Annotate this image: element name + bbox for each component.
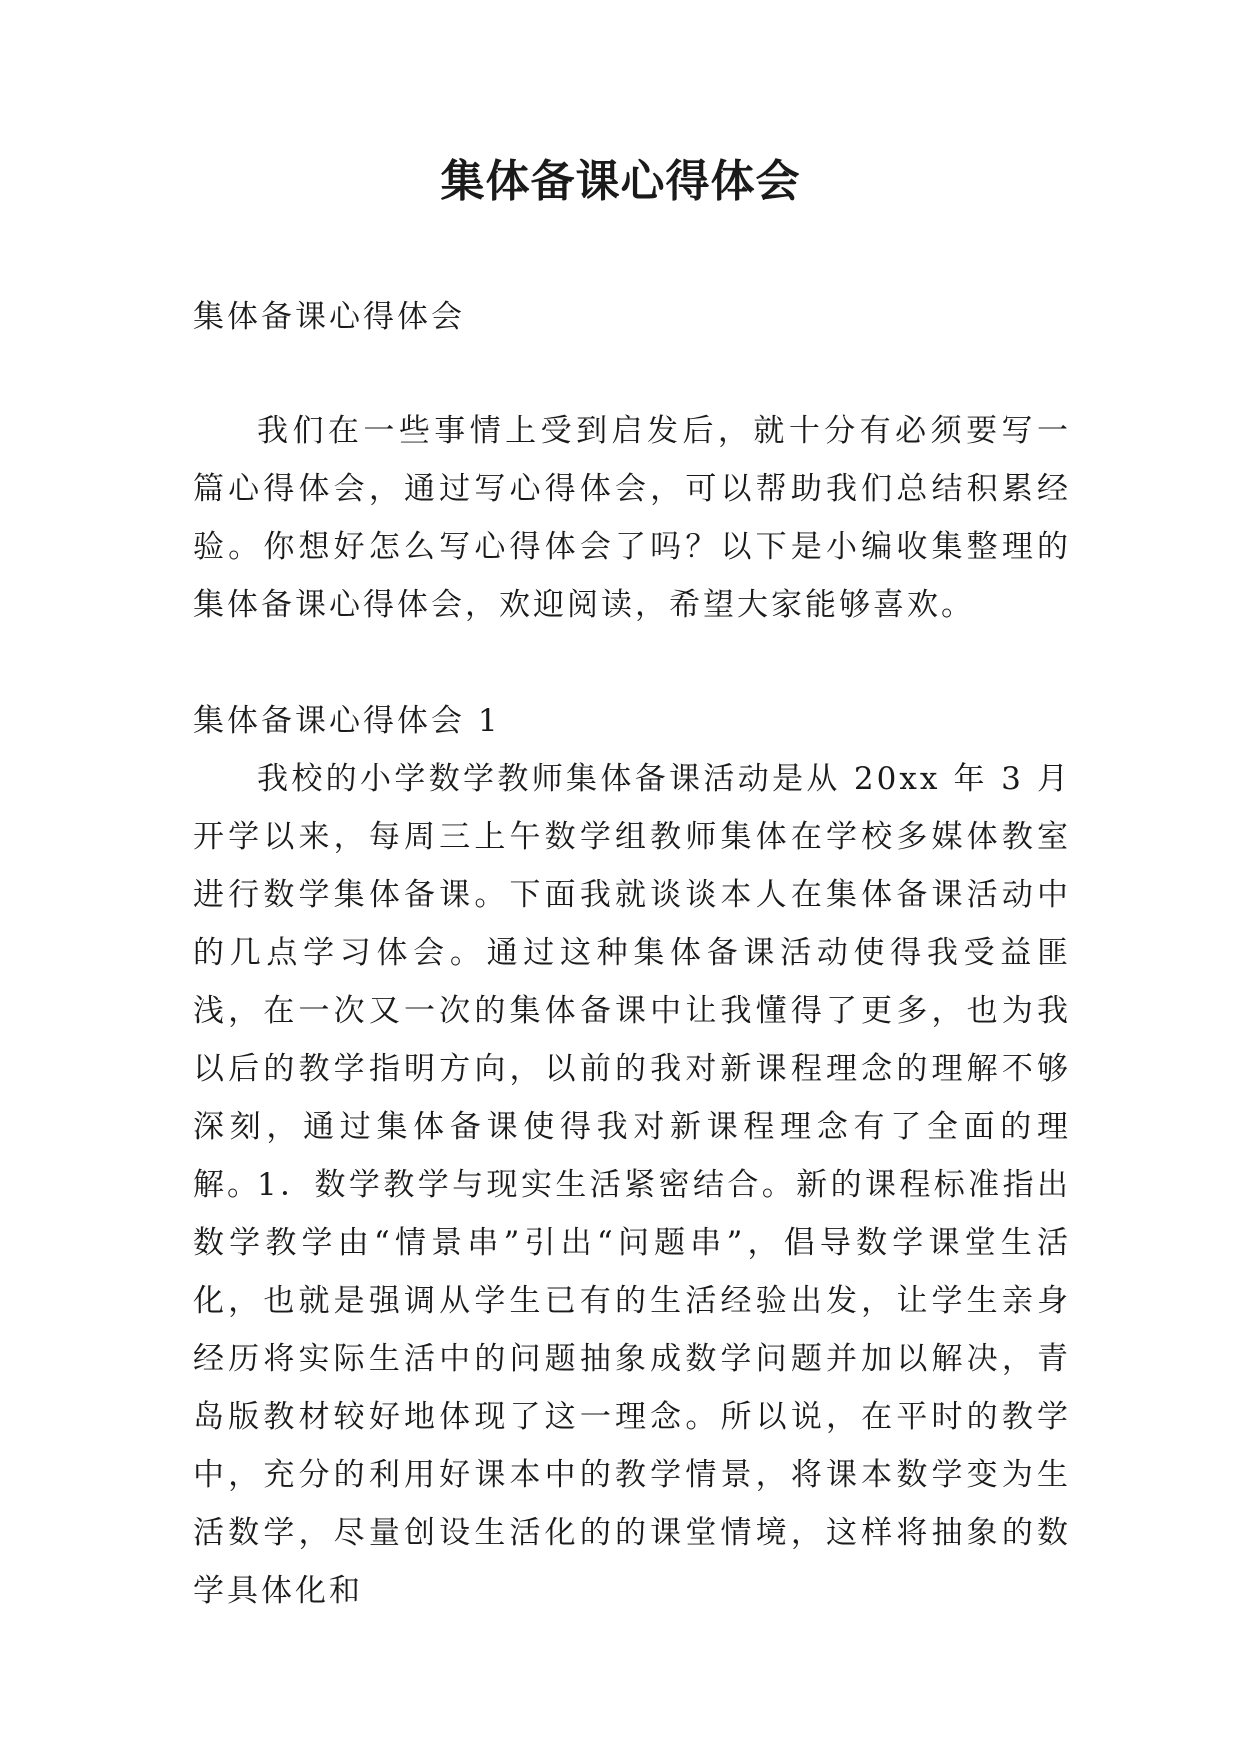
intro-paragraph: 我们在一些事情上受到启发后，就十分有必须要写一篇心得体会，通过写心得体会，可以帮助我们总结积累经验。你想好怎么写心得体会了吗？以下是小编收集整理的集体备课心得体会，欢迎阅读，希望大家能够喜欢。	[193, 413, 1071, 623]
document-title: 集体备课心得体会	[440, 156, 801, 207]
document-subtitle: 集体备课心得体会	[193, 299, 465, 335]
body-paragraph-2: 1．数学教学与现实生活紧密结合。新的课程标准指出数学教学由“情景串”引出“问题串”，倡导数学课堂生活化，也就是强调从学生已有的生活经验出发，让学生亲身经历将实际生活中的问题抽象成数学问题并加以解决，青岛版教材较好地体现了这一理念。所以说，在平时的教学中，充分的利用好课本中的教学情景，将课本数学变为生活数学，尽量创设生活化的的课堂情境，这样将抽象的数学具体化和	[193, 1167, 1071, 1609]
body-paragraph-1: 我校的小学数学教师集体备课活动是从 20xx 年 3 月开学以来，每周三上午数学组教师集体在学校多媒体教室进行数学集体备课。下面我就谈谈本人在集体备课活动中的几点学习体会。通过这种集体备课活动使得我受益匪浅，在一次又一次的集体备课中让我懂得了更多，也为我以后的教学指明方向，以前的我对新课程理念的理解不够深刻，通过集体备课使得我对新课程理念有了全面的理解。	[193, 761, 1071, 1203]
section-heading: 集体备课心得体会 1	[193, 703, 501, 739]
